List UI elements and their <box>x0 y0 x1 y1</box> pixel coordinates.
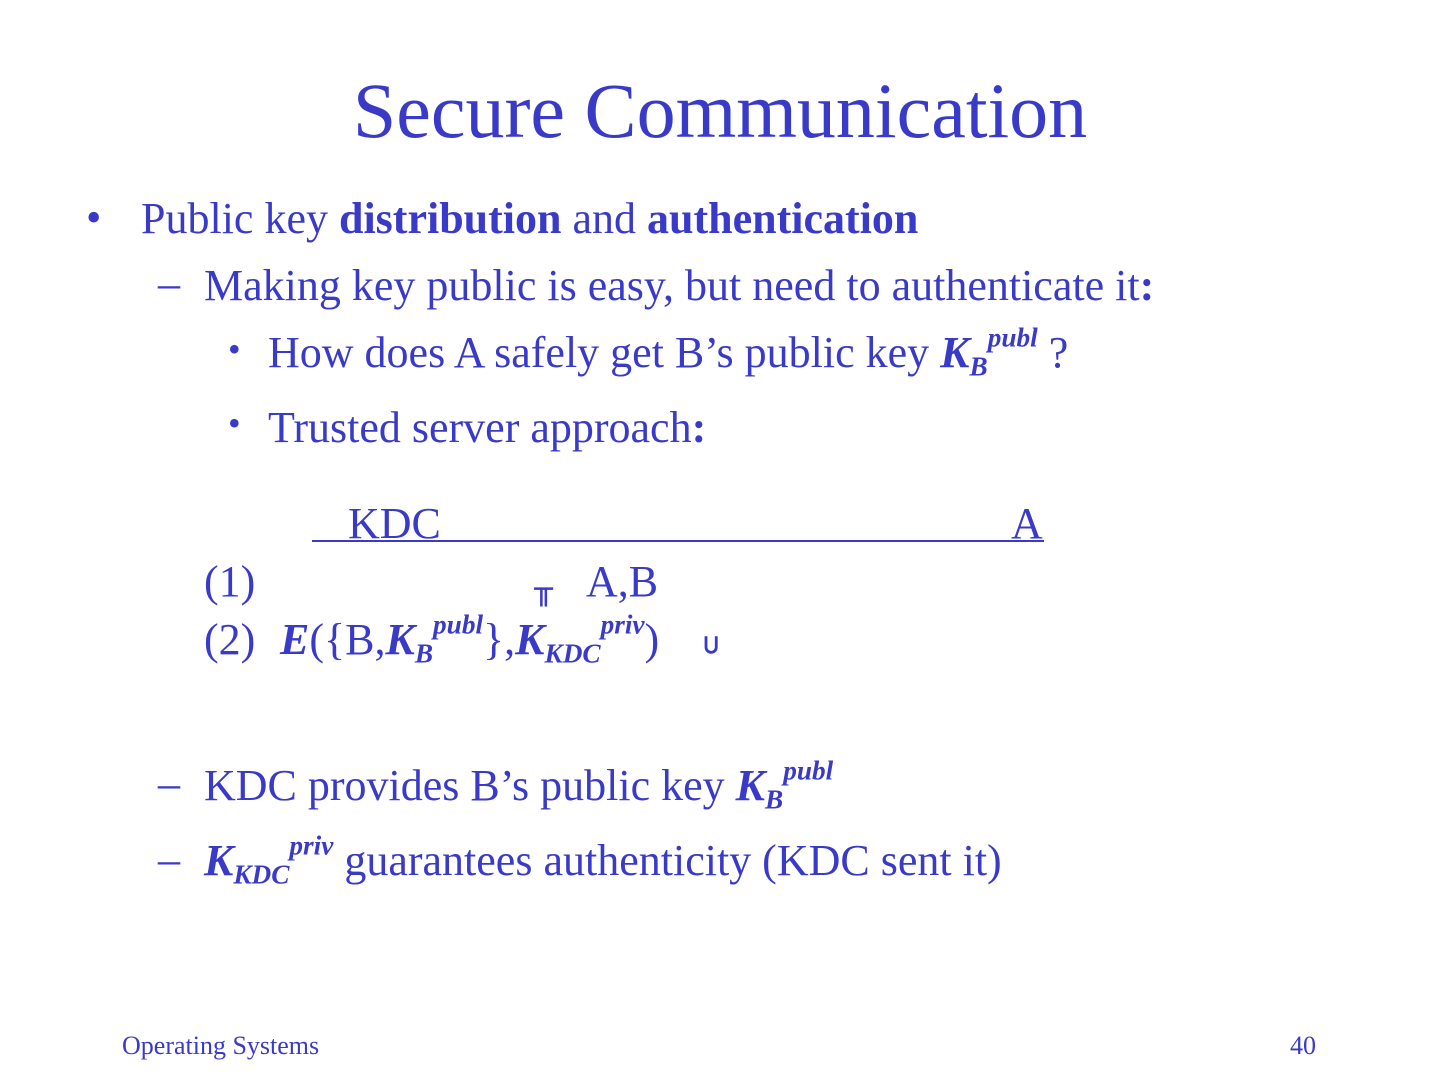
bullet-text: Trusted server approach <box>268 403 692 452</box>
key-subscript: KDC <box>544 638 601 669</box>
bullet-marker: • <box>228 403 241 443</box>
dash-marker: – <box>158 259 180 308</box>
key-symbol <box>940 322 1038 382</box>
message-text: ) <box>644 615 660 664</box>
key-subscript: B <box>969 351 988 382</box>
bullet-marker: • <box>228 329 241 369</box>
dash-marker: – <box>158 835 180 884</box>
bullet-marker: • <box>86 193 102 242</box>
key-letter: K <box>515 615 545 664</box>
footer-course-name: Operating Systems <box>122 1031 320 1060</box>
bullet-text: KDC provides B’s public key <box>204 761 736 810</box>
bullet-text: ? <box>1037 328 1069 377</box>
bullet-making-key-public <box>204 261 1155 310</box>
step-2-label: (2) <box>204 615 256 664</box>
key-subscript: KDC <box>233 859 290 890</box>
key-symbol <box>204 830 334 890</box>
step-2-message <box>280 609 660 669</box>
colon: : <box>691 403 707 452</box>
dash-marker: – <box>158 759 180 808</box>
key-letter: K <box>385 615 415 664</box>
arrow-left-icon: ⊃ <box>696 634 726 656</box>
bullet-text: and <box>561 194 648 243</box>
bullet-trusted-server <box>268 403 707 452</box>
bullet-public-key-distribution <box>141 194 919 243</box>
bullet-how-does-a <box>268 322 1069 382</box>
message-text: ({B, <box>309 615 386 664</box>
key-letter: K <box>940 328 970 377</box>
key-superscript: priv <box>289 830 334 861</box>
key-letter: K <box>204 836 234 885</box>
message-text: }, <box>483 615 516 664</box>
encrypt-symbol <box>280 615 309 664</box>
step-1-message: A,B <box>586 557 659 606</box>
colon: : <box>1139 261 1155 310</box>
key-letter: K <box>735 761 765 810</box>
key-symbol <box>735 755 834 815</box>
arrow-right-icon: ⊨ <box>528 585 558 609</box>
bullet-text: Making key public is easy, but need to authenticate it <box>204 261 1140 310</box>
key-superscript: priv <box>600 609 645 640</box>
encrypt-letter: E <box>280 615 310 664</box>
step-1-label: (1) <box>204 557 256 606</box>
diagram-a-label: A <box>1011 499 1043 548</box>
key-superscript: publ <box>433 609 484 640</box>
bullet-kdc-provides <box>204 755 834 815</box>
bullet-text: Public key <box>141 194 339 243</box>
bullet-text: guarantees authenticity (KDC sent it) <box>333 836 1002 885</box>
key-subscript: B <box>414 638 434 669</box>
bold-authentication: authentication <box>647 194 919 243</box>
slide-title: Secure Communication <box>352 67 1088 154</box>
bullet-kkdc-guarantees <box>204 830 1002 890</box>
bullet-text: How does A safely get B’s public key <box>268 328 941 377</box>
diagram-kdc-label: KDC <box>348 499 441 548</box>
bold-distribution: distribution <box>338 194 562 243</box>
key-subscript: B <box>765 784 784 815</box>
footer-page-number: 40 <box>1290 1031 1316 1060</box>
key-superscript: publ <box>783 755 834 786</box>
key-symbol <box>385 609 484 669</box>
key-symbol <box>515 609 645 669</box>
key-superscript: publ <box>987 322 1038 353</box>
